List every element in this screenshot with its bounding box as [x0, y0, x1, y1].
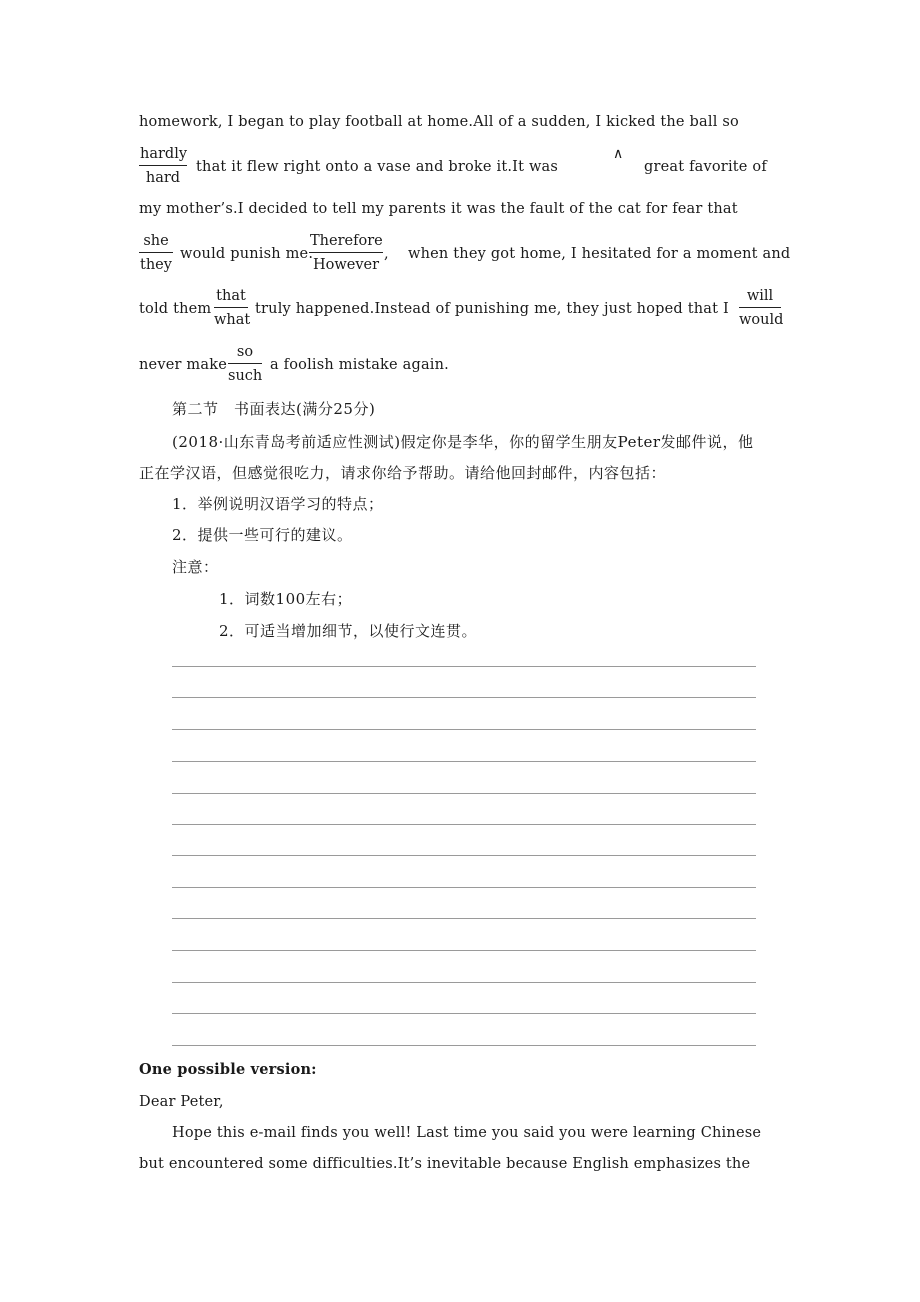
passage-line-5b: truly happened.Instead of punishing me, they just hoped that I: [255, 301, 729, 317]
correction-will: [739, 288, 784, 328]
writing-line: [172, 697, 756, 698]
writing-line: [172, 761, 756, 762]
answer-paragraph-line-2: but encountered some difficulties.It’s inevitable because English emphasizes the: [139, 1156, 751, 1172]
passage-line-6a: never make: [139, 357, 227, 373]
correction-she: [139, 233, 173, 273]
correction-original: she: [139, 233, 173, 253]
correction-therefore: [309, 233, 383, 273]
prompt-line-2: 正在学汉语，但感觉很吃力，请求你给予帮助。请给他回封邮件，内容包括：: [139, 464, 667, 482]
passage-line-4c: ,: [384, 246, 389, 262]
answer-heading: One possible version:: [139, 1061, 317, 1078]
note-item-1: 1．词数100左右；: [219, 590, 353, 608]
correction-original: so: [228, 344, 262, 364]
correction-fix: would: [739, 312, 784, 328]
correction-fix: what: [214, 312, 251, 328]
passage-line-5a: told them: [139, 301, 212, 317]
note-label: 注意：: [172, 558, 219, 576]
correction-fix: such: [228, 368, 263, 384]
insert-caret-mark: ∧: [613, 146, 624, 162]
prompt-line-1: (2018·山东青岛考前适应性测试)假定你是李华，你的留学生朋友Peter发邮件说，他: [172, 433, 754, 451]
correction-hardly: [139, 146, 187, 186]
correction-fix: However: [312, 257, 380, 273]
correction-fix: they: [140, 257, 172, 273]
correction-so: [228, 344, 262, 384]
answer-paragraph-line-1: Hope this e-mail finds you well! Last time you said you were learning Chinese: [172, 1125, 762, 1141]
writing-line: [172, 666, 756, 667]
section-heading: 第二节 书面表达(满分25分): [172, 400, 376, 418]
passage-line-2b: great favorite of: [644, 159, 767, 175]
passage-line-2a: that it flew right onto a vase and broke it.It was: [196, 159, 559, 175]
correction-original: hardly: [139, 146, 187, 166]
writing-line: [172, 824, 756, 825]
writing-line: [172, 887, 756, 888]
writing-line: [172, 1013, 756, 1014]
passage-line-3: my mother’s.I decided to tell my parents it was the fault of the cat for fear that: [139, 201, 738, 217]
correction-fix: hard: [145, 170, 181, 186]
writing-line: [172, 1045, 756, 1046]
correction-original: Therefore: [309, 233, 383, 253]
correction-original: will: [739, 288, 781, 308]
writing-line: [172, 918, 756, 919]
writing-line: [172, 729, 756, 730]
writing-line: [172, 982, 756, 983]
passage-line-1: homework, I began to play football at home.All of a sudden, I kicked the ball so: [139, 114, 739, 130]
passage-line-6b: a foolish mistake again.: [270, 357, 449, 373]
requirement-item-1: 1．举例说明汉语学习的特点；: [172, 495, 384, 513]
writing-line: [172, 950, 756, 951]
writing-line: [172, 793, 756, 794]
correction-that: [214, 288, 251, 328]
passage-line-4d: when they got home, I hesitated for a moment and: [408, 246, 791, 262]
correction-original: that: [214, 288, 248, 308]
passage-line-4b: would punish me.: [180, 246, 314, 262]
answer-salutation: Dear Peter,: [139, 1094, 224, 1110]
writing-line: [172, 855, 756, 856]
requirement-item-2: 2．提供一些可行的建议。: [172, 526, 353, 544]
note-item-2: 2．可适当增加细节，以使行文连贯。: [219, 622, 478, 640]
